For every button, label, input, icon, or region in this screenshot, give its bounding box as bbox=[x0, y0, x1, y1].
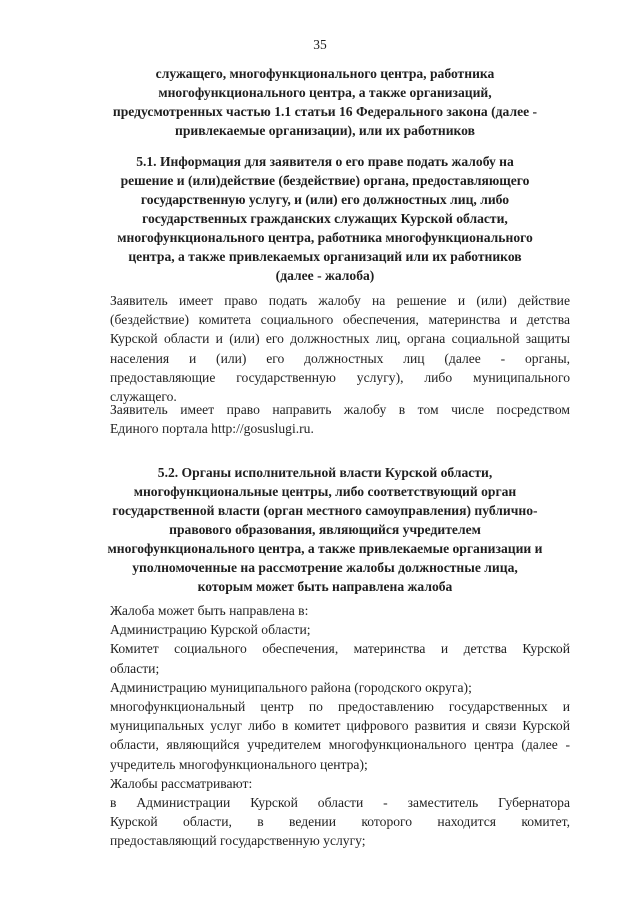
intro-heading-line: привлекаемые организации), или их работников bbox=[175, 123, 475, 138]
paragraph-line: Администрацию Курской области; bbox=[110, 622, 311, 638]
paragraph-line: в Администрации Курской области - заместитель Губернатора bbox=[110, 795, 570, 811]
paragraph-line: учредитель многофункционального центра); bbox=[110, 756, 368, 772]
section-5-2-body bbox=[80, 601, 570, 851]
paragraph-line: Заявитель имеет право направить жалобу в том числе посредством bbox=[110, 402, 570, 417]
section-5-2-heading bbox=[80, 463, 570, 596]
paragraph-line: служащего. bbox=[110, 389, 177, 405]
paragraph-line: Курской области и (или) его должностных лиц, органа социальной защиты bbox=[110, 331, 570, 347]
paragraph-line: области; bbox=[110, 660, 160, 676]
paragraph-line: населения и (или) его должностных лиц (далее - органы, bbox=[110, 350, 570, 366]
section-5-2-heading-line: которым может быть направлена жалоба bbox=[197, 579, 453, 594]
paragraph-line: муниципальных услуг либо в комитет цифрового развития и связи Курской bbox=[110, 718, 570, 734]
paragraph-line: (бездействие) комитета социального обеспечения, материнства и детства bbox=[110, 312, 570, 328]
section-5-1-heading-line: государственную услугу, и (или) его должностных лиц, либо bbox=[140, 192, 510, 207]
section-5-2-heading-line: 5.2. Органы исполнительной власти Курской области, bbox=[157, 465, 493, 480]
intro-heading-line: служащего, многофункционального центра, работника bbox=[155, 66, 495, 81]
paragraph-line: Единого портала http://gosuslugi.ru. bbox=[110, 421, 314, 437]
paragraph-line: Курской области, в ведении которого находится комитет, bbox=[110, 814, 570, 830]
section-5-1-paragraph-1 bbox=[80, 291, 570, 406]
intro-heading-line: многофункционального центра, а также организаций, bbox=[158, 85, 492, 100]
section-5-2-heading-line: государственной власти (орган местного самоуправления) публично- bbox=[112, 503, 538, 518]
paragraph-line: Жалобы рассматривают: bbox=[110, 775, 253, 791]
paragraph-line: Администрацию муниципального района (городского округа); bbox=[110, 679, 472, 695]
paragraph-line: предоставляющий государственную услугу; bbox=[110, 833, 366, 849]
section-5-2-heading-line: уполномоченные на рассмотрение жалобы должностные лица, bbox=[132, 560, 518, 575]
section-5-2-heading-line: многофункциональные центры, либо соответствующий орган bbox=[133, 484, 517, 499]
section-5-2-heading-line: правового образования, являющийся учредителем bbox=[169, 522, 481, 537]
section-5-1-heading-line: центра, а также привлекаемых организаций или их работников bbox=[128, 249, 522, 264]
paragraph-line: области, являющийся учредителем многофункционального центра (далее - bbox=[110, 737, 570, 753]
paragraph-line: многофункциональный центр по предоставлению государственных и bbox=[110, 699, 570, 715]
section-5-2-heading-line: многофункционального центра, а также привлекаемые организации и bbox=[107, 541, 543, 556]
intro-heading bbox=[80, 64, 570, 140]
section-5-1-heading-line: (далее - жалоба) bbox=[275, 268, 375, 283]
paragraph-line: Комитет социального обеспечения, материнства и детства Курской bbox=[110, 641, 570, 657]
paragraph-line: Заявитель имеет право подать жалобу на решение и (или) действие bbox=[110, 293, 570, 308]
section-5-1-heading bbox=[80, 152, 570, 285]
paragraph-line: Жалоба может быть направлена в: bbox=[110, 603, 309, 618]
intro-heading-line: предусмотренных частью 1.1 статьи 16 Федерального закона (далее - bbox=[112, 104, 538, 119]
paragraph-line: предоставляющие государственную услугу), либо муниципального bbox=[110, 369, 570, 385]
section-5-1-heading-line: 5.1. Информация для заявителя о его праве подать жалобу на bbox=[136, 154, 514, 169]
section-5-1-heading-line: решение и (или)действие (бездействие) органа, предоставляющего bbox=[120, 173, 530, 188]
section-5-1-heading-line: многофункционального центра, работника многофункционального bbox=[117, 230, 533, 245]
section-5-1-heading-line: государственных гражданских служащих Курской области, bbox=[142, 211, 508, 226]
section-5-1-paragraph-2 bbox=[80, 400, 570, 438]
page-number: 35 bbox=[313, 37, 327, 52]
